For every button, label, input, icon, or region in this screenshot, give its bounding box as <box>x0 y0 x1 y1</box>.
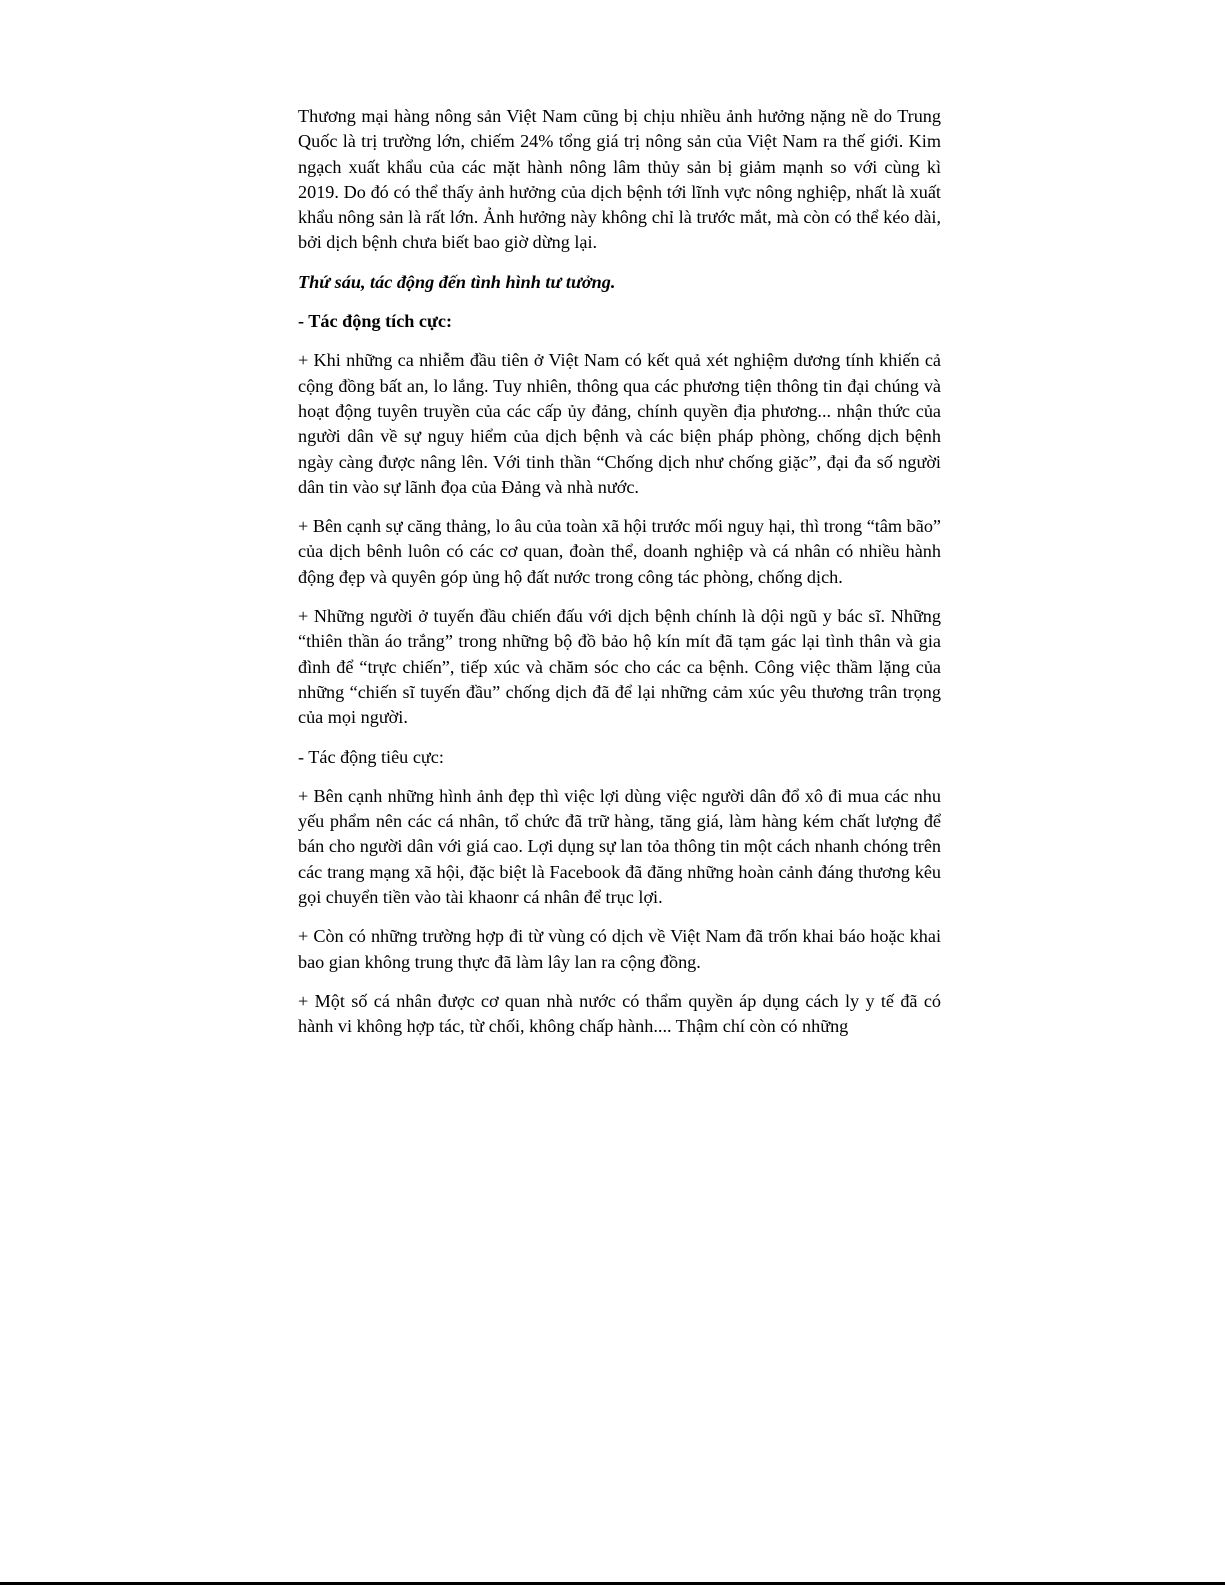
paragraph-negative-false-declaration: + Còn có những trường hợp đi từ vùng có dịch về Việt Nam đã trốn khai báo hoặc khai bao gian không trung thực đã làm lây lan ra cộng đồng. <box>298 926 941 972</box>
section-heading-ideology: Thứ sáu, tác động đến tình hình tư tưởng. <box>298 271 616 292</box>
paragraph-negative-hoarding: + Bên cạnh những hình ảnh đẹp thì việc lợi dùng việc người dân đổ xô đi mua các nhu yếu phẩm nên các cá nhân, tổ chức đã trữ hàng, tăng giá, làm hàng kém chất lượng để bán cho người dân với giá cao. Lợi dụng sự lan tỏa thông tin một cách nhanh chóng trên các trang mạng xã hội, đặc biệt là Facebook đã đăng những hoàn cảnh đáng thương kêu gọi chuyển tiền vào tài khaonr cá nhân để trục lợi. <box>298 785 941 908</box>
paragraph-positive-frontline: + Những người ở tuyến đầu chiến đấu với dịch bệnh chính là dội ngũ y bác sĩ. Những “thiên thần áo trắng” trong những bộ đồ bảo hộ kín mít đã tạm gác lại tình thân và gia đình để “trực chiến”, tiếp xúc và chăm sóc cho các ca bệnh. Công việc thầm lặng của những “chiến sĩ tuyến đầu” chống dịch đã để lại những cảm xúc yêu thương trân trọng của mọi người. <box>298 606 941 728</box>
subheading-positive-impact: - Tác động tích cực: <box>298 311 453 332</box>
paragraph-positive-donations: + Bên cạnh sự căng thảng, lo âu của toàn xã hội trước mối nguy hại, thì trong “tâm bão” của dịch bênh luôn có các cơ quan, đoàn thể, doanh nghiệp và cá nhân có nhiều hành động đẹp và quyên góp ủng hộ đất nước trong công tác phòng, chống dịch. <box>298 516 941 587</box>
document-page <box>298 104 941 1054</box>
paragraph-positive-awareness: + Khi những ca nhiễm đầu tiên ở Việt Nam có kết quả xét nghiệm dương tính khiến cả cộng đồng bất an, lo lắng. Tuy nhiên, thông qua các phương tiện thông tin đại chúng và hoạt động tuyên truyền của các cấp ủy đảng, chính quyền địa phương... nhận thức của người dân về sự nguy hiểm của dịch bệnh và các biện pháp phòng, chống dịch bệnh ngày càng được nâng lên. Với tinh thần “Chống dịch như chống giặc”, đại đa số người dân tin vào sự lãnh đọa của Đảng và nhà nước. <box>298 350 941 497</box>
paragraph-agriculture-trade: Thương mại hàng nông sản Việt Nam cũng bị chịu nhiều ảnh hưởng nặng nề do Trung Quốc là trị trường lớn, chiếm 24% tổng giá trị nông sản của Việt Nam ra thế giới. Kim ngạch xuất khẩu của các mặt hành nông lâm thủy sản bị giảm mạnh so với cùng kì 2019. Do đó có thể thấy ảnh hưởng của dịch bệnh tới lĩnh vực nông nghiệp, nhất là xuất khẩu nông sản là rất lớn. Ảnh hưởng này không chỉ là trước mắt, mà còn có thể kéo dài, bởi dịch bệnh chưa biết bao giờ dừng lại. <box>298 106 941 253</box>
subheading-negative-impact: - Tác động tiêu cực: <box>298 746 444 767</box>
paragraph-negative-noncompliance: + Một số cá nhân được cơ quan nhà nước có thẩm quyền áp dụng cách ly y tế đã có hành vi không hợp tác, từ chối, không chấp hành.... Thậm chí còn có những <box>298 990 941 1037</box>
